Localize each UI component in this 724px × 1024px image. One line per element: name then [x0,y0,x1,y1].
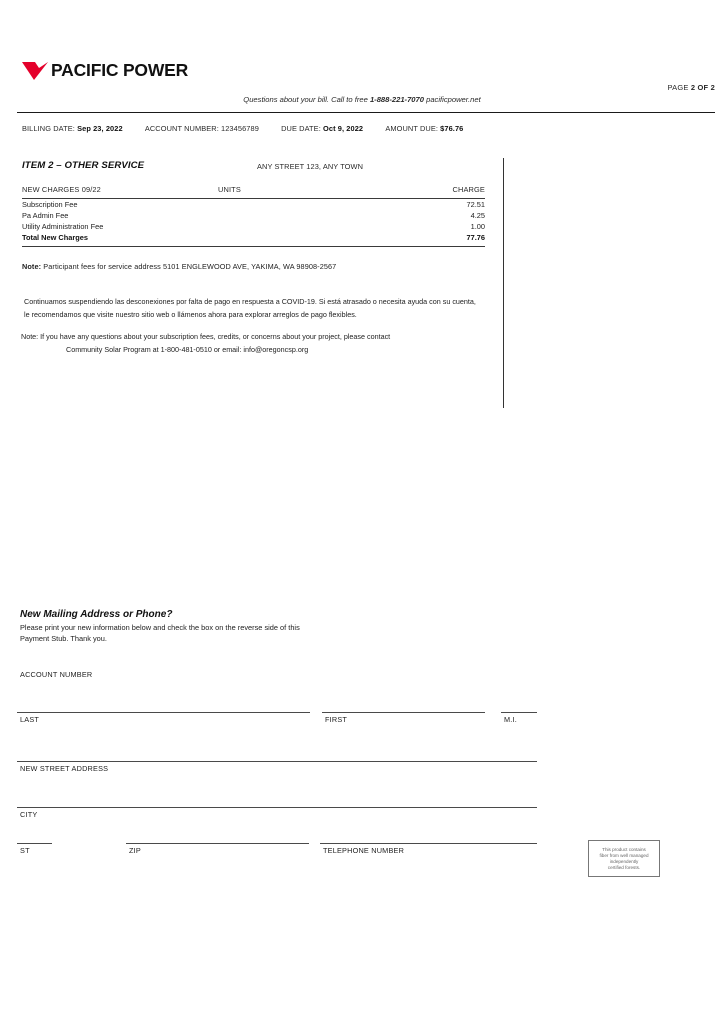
certification-line-3: independently [609,858,639,864]
due-date-group [281,124,363,133]
charge-description: Utility Administration Fee [22,221,104,231]
field-label-city: CITY [20,810,38,819]
bill-summary [22,124,483,133]
pacific-power-triangle-icon [22,61,48,81]
paper-certification-text [599,847,648,871]
covid-notice: Continuamos suspendiendo las desconexiones por falta de pago en respuesta a COVID-19. Si está atrasado o necesita ayuda con su cuenta, le recomendamos que visite nuestro sitio web o llámenos ahora para explorar arreglos de pago flexibles. [24,297,476,319]
field-label-first: FIRST [325,715,348,724]
solar-program-note-line1: Note: If you have any questions about your subscription fees, credits, or concerns about your project, please contact [21,332,391,341]
column-header-charge: CHARGE [452,185,485,194]
charge-amount: 1.00 [470,221,485,231]
charges-table [22,185,485,247]
field-label-new-street-address: NEW STREET ADDRESS [20,764,109,773]
field-label-st: ST [20,846,30,855]
brand-name: PACIFIC POWER [51,60,189,81]
field-label-last: LAST [20,715,40,724]
charge-amount: 72.51 [466,199,485,209]
header-divider [17,112,715,113]
page-indicator [667,83,715,92]
certification-line-2: fiber from well managed [599,852,649,858]
paper-certification-badge [588,840,660,877]
service-item-title: ITEM 2 – OTHER SERVICE [22,160,145,171]
brand-logo [22,60,188,82]
mailing-stub-instructions: Please print your new information below and check the box on the reverse side of this Payment Stub. Thank you. [20,623,300,643]
contact-phone: 1-888-221-7070 [369,95,424,104]
table-row [22,221,485,232]
field-line-zip[interactable] [126,843,309,844]
field-label-mi: M.I. [504,715,517,724]
charges-footer-rule [22,246,485,247]
page-total: 2 [710,83,715,92]
charge-description: Subscription Fee [22,199,78,209]
field-line-last[interactable] [17,712,310,713]
section-vertical-rule [503,158,504,408]
amount-due-value: $76.76 [440,124,464,133]
field-line-first[interactable] [322,712,485,713]
column-header-units: UNITS [218,185,241,194]
amount-due-group [385,124,463,133]
field-line-st[interactable] [17,843,52,844]
due-date-label: DUE DATE: [281,124,321,133]
amount-due-label: AMOUNT DUE: [385,124,439,133]
service-item-address: ANY STREET 123, ANY TOWN [257,162,364,171]
field-line-mi[interactable] [501,712,537,713]
account-number-label: ACCOUNT NUMBER: [144,124,219,133]
field-line-telephone[interactable] [320,843,537,844]
table-row [22,199,485,210]
contact-website: pacificpower.net [423,95,481,104]
table-row-total [22,233,485,244]
participant-note-text: Participant fees for service address 5101 ENGLEWOOD AVE, YAKIMA, WA 98908-2567 [41,262,337,271]
charge-description: Pa Admin Fee [22,210,69,220]
account-number-group [145,124,259,133]
field-line-city[interactable] [17,807,537,808]
field-label-zip: ZIP [129,846,141,855]
certification-line-4: certified forests. [607,864,641,870]
solar-program-note [21,330,481,356]
page-of-separator: OF [695,83,711,92]
page-current: 2 [690,83,696,92]
mailing-stub-title: New Mailing Address or Phone? [20,609,173,620]
field-label-telephone: TELEPHONE NUMBER [323,846,405,855]
total-label: Total New Charges [22,233,88,243]
table-row [22,210,485,221]
certification-line-1: This product contains [602,846,646,852]
billing-date-value: Sep 23, 2022 [77,124,123,133]
field-label-account-number: ACCOUNT NUMBER [20,670,93,679]
due-date-value: Oct 9, 2022 [323,124,364,133]
solar-program-note-line2: Community Solar Program at 1-800-481-0510 or email: info@oregoncsp.org [66,345,309,354]
billing-date-label: BILLING DATE: [22,124,75,133]
column-header-description: NEW CHARGES 09/22 [22,185,101,194]
charges-table-header [22,185,485,196]
account-number-value: 123456789 [221,124,259,133]
field-line-new-street-address[interactable] [17,761,537,762]
total-amount: 77.76 [466,233,485,243]
billing-date-group [22,124,123,133]
contact-line [0,95,724,104]
participant-note [22,262,336,271]
page-indicator-prefix: PAGE [667,83,691,92]
participant-note-label: Note: [22,262,42,271]
charge-amount: 4.25 [470,210,485,220]
contact-prefix: Questions about your bill. Call to free [243,95,370,104]
